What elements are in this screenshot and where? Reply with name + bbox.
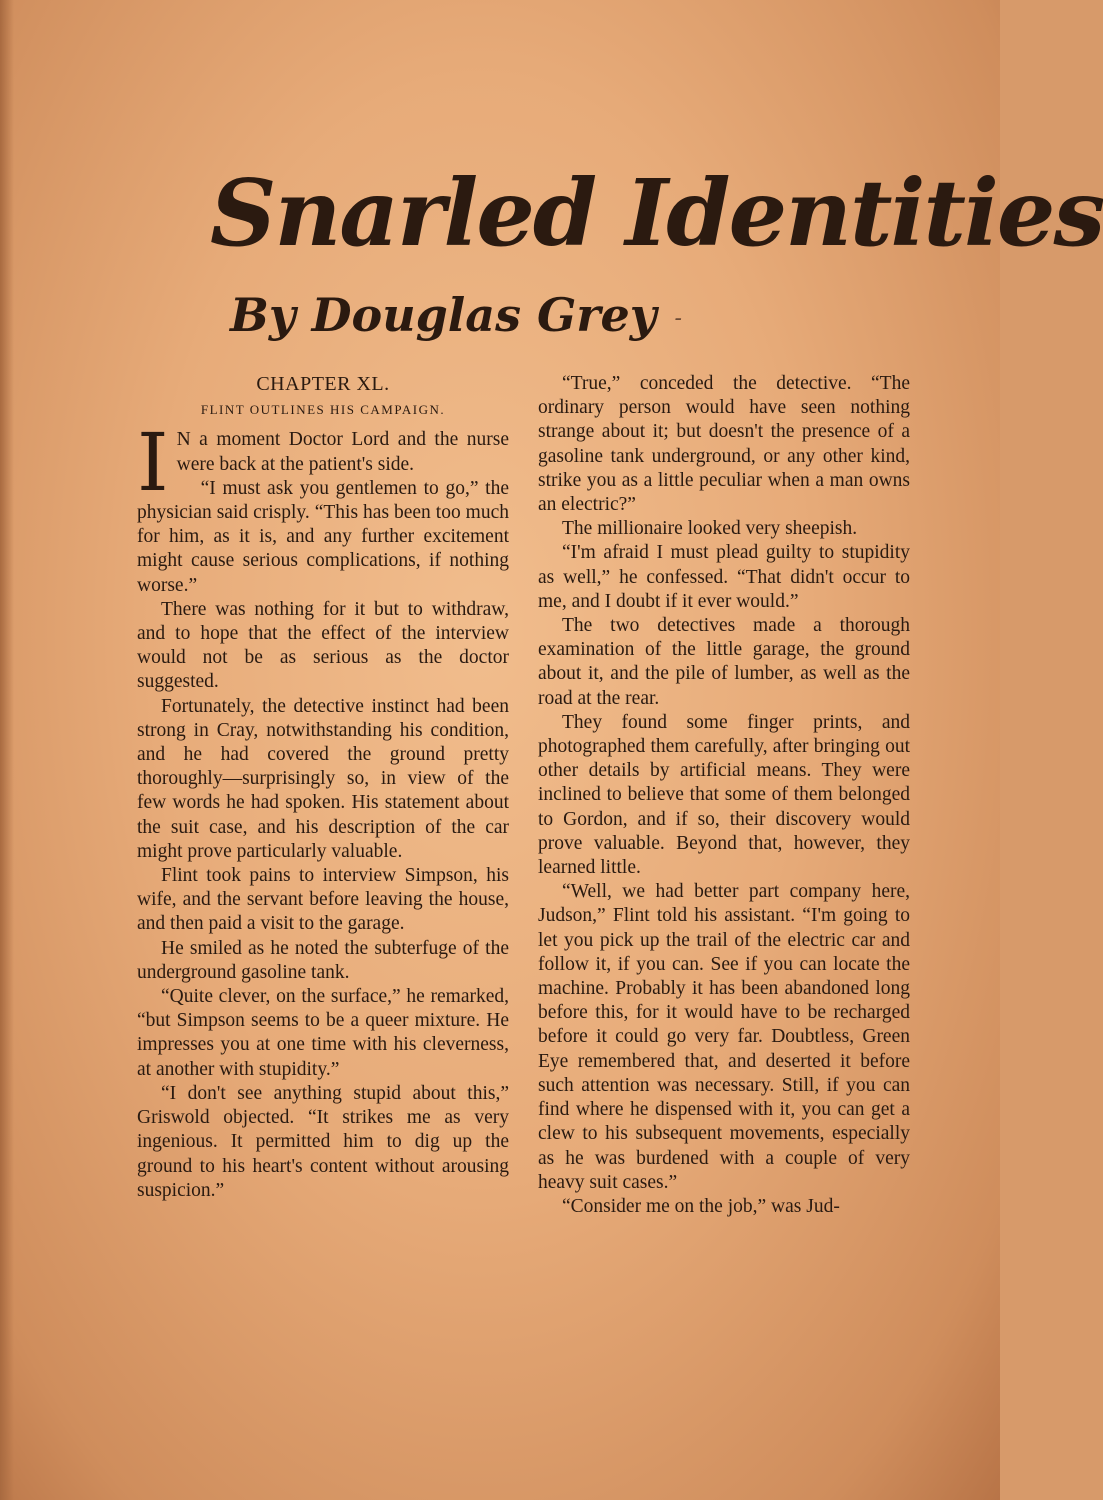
- paragraph: “I don't see anything stupid about this,” Griswold objected. “It strikes me as very ingenious. It permitted him to dig up the ground to his heart's content without arousing suspicion.”: [137, 1082, 509, 1201]
- paragraph: “True,” conceded the detective. “The ordinary person would have seen nothing strange about it; but doesn't the presence of a gasoline tank underground, or any other kind, strike you as a little peculiar when a man owns an electric?”: [538, 373, 910, 516]
- paragraph: “I'm afraid I must plead guilty to stupidity as well,” he confessed. “That didn't occur to me, and I doubt if it ever would.”: [538, 542, 910, 612]
- paragraph: “Well, we had better part company here, Judson,” Flint told his assistant. “I'm going to let you pick up the trail of the electric car and follow it, if you can. See if you can locate the machine. Probably it has been abandoned long before this, for it would have to be recharged before it could go very far. Doubtless, Green Eye remembered that, and deserted it before such attention was necessary. Still, if you can find where he dispensed with it, you can get a clew to his subsequent movements, especially as he was burdened with a couple of very heavy suit cases.”: [538, 881, 910, 1193]
- left-column: [137, 372, 509, 1203]
- paragraph: “I must ask you gentlemen to go,” the physician said crisply. “This has been too much for him, as it is, and any further excitement might cause serious complications, if nothing worse.”: [137, 477, 509, 596]
- chapter-subtitle: FLINT OUTLINES HIS CAMPAIGN.: [200, 402, 446, 418]
- paragraph: The millionaire looked very sheepish.: [562, 518, 858, 540]
- chapter-number: CHAPTER XL.: [256, 373, 390, 395]
- byline-dash: -: [674, 306, 682, 331]
- author-name: By Douglas Grey: [230, 288, 657, 342]
- author-byline: [230, 280, 770, 350]
- paragraph: Fortunately, the detective instinct had been strong in Cray, notwithstanding his condition, and he had covered the ground pretty thoroughly—surprisingly so, in view of the few words he had spoken. His statement about the suit case, and his description of the car might prove particularly valuable.: [137, 695, 509, 862]
- paragraph: “Quite clever, on the surface,” he remarked, “but Simpson seems to be a queer mixture. He impresses you at one time with his cleverness, at another with stupidity.”: [137, 986, 509, 1080]
- first-paragraph-text: N a moment Doctor Lord and the nurse were back at the patient's side.: [176, 429, 509, 475]
- story-title: Snarled Identities: [210, 159, 1103, 267]
- first-paragraph: [137, 416, 509, 510]
- right-column: [538, 372, 910, 1219]
- paragraph: “Consider me on the job,” was Jud-: [562, 1195, 840, 1217]
- paragraph: Flint took pains to interview Simpson, his wife, and the servant before leaving the house, and then paid a visit to the garage.: [137, 865, 509, 935]
- paragraph: There was nothing for it but to withdraw, and to hope that the effect of the interview would not be as serious as the doctor suggested.: [137, 598, 509, 693]
- paragraph: The two detectives made a thorough examination of the little garage, the ground about it, and the pile of lumber, as well as the road at the rear.: [538, 615, 910, 709]
- paragraph: They found some finger prints, and photographed them carefully, after bringing out other details by artificial means. They were inclined to believe that some of them belonged to Gordon, and if so, their discovery would prove valuable. Beyond that, however, they learned little.: [538, 711, 910, 879]
- drop-cap: I: [137, 416, 169, 510]
- paragraph: He smiled as he noted the subterfuge of the underground gasoline tank.: [137, 937, 509, 983]
